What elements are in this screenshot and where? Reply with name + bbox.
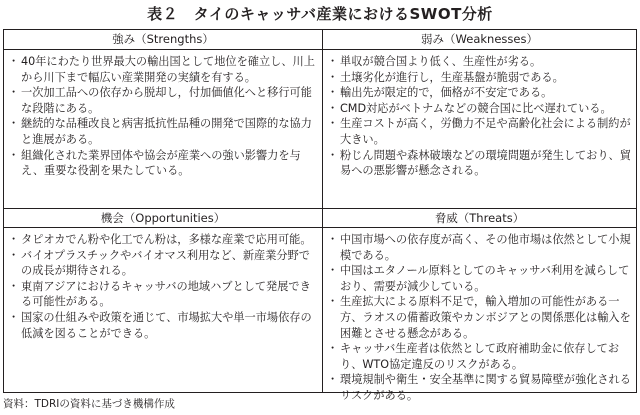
threats-cell: [323, 228, 636, 402]
weaknesses-item: ・ 生産コストが高く，労働力不足や高齢化社会による制約が大きい。: [328, 116, 631, 147]
threats-item: ・ 環境規制や衛生・安全基準に関する貿易障壁が強化されるリスクがある。: [328, 372, 631, 403]
threats-item: ・ 生産拡大による原料不足で，輸入増加の可能性がある一方、ラオスの備蓄政策やカンボジアとの関係悪化は輸入を困難とさせる懸念がある。: [328, 294, 631, 341]
strengths-header: 強み（Strengths）: [112, 32, 214, 46]
opportunities-list: [9, 232, 317, 341]
weaknesses-item: ・ 単収が競合国より低く、生産性が劣る。: [328, 54, 631, 70]
swot-table: [3, 29, 637, 402]
opportunities-item: ・ 東南アジアにおけるキャッサバの地域ハブとして発展できる可能性がある。: [9, 279, 317, 310]
opportunities-cell: [4, 228, 322, 392]
opportunities-header: 機会（Opportunities）: [100, 211, 226, 225]
weaknesses-item: ・ CMD対応がベトナムなどの競合国に比べ遅れている。: [328, 101, 631, 117]
threats-list: [328, 232, 631, 404]
opportunities-item: ・ 国家の仕組みや政策を通じて、市場拡大や単一市場依存の低減を図ることができる。: [9, 310, 317, 341]
strengths-list: [9, 54, 317, 179]
source-note: 資料：TDRIの資料に基づき機構作成: [3, 398, 175, 410]
strengths-item: ・ 一次加工品への依存から脱却し，付加価値化へと移行可能な段階にある。: [9, 85, 317, 116]
weaknesses-header: 弱み（Weaknesses）: [421, 32, 538, 46]
weaknesses-list: [328, 54, 631, 179]
strengths-item: ・ 40年にわたり世界最大の輸出国として地位を確立し、川上から川下まで幅広い産業開発の実績を有する。: [9, 54, 317, 85]
threats-item: ・ 中国はエタノール原料としてのキャッサバ利用を減らしており、需要が減少している。: [328, 263, 631, 294]
threats-item: ・ 中国市場への依存度が高く、その他市場は依然として小規模である。: [328, 232, 631, 263]
threats-header: 脅威（Threats）: [434, 211, 525, 225]
weaknesses-item: ・ 粉じん問題や森林破壊などの環境問題が発生しており、貿易への悪影響が懸念される。: [328, 148, 631, 179]
strengths-item: ・ 組織化された業界団体や協会が産業への強い影響力を与え、重要な役割を果たしている。: [9, 148, 317, 179]
opportunities-item: ・ タピオカでん粉や化工でん粉は，多様な産業で応用可能。: [9, 232, 317, 248]
table-title: 表２ タイのキャッサバ産業におけるSWOT分析: [147, 5, 493, 23]
strengths-cell: [4, 50, 322, 208]
threats-item: ・ キャッサバ生産者は依然として政府補助金に依存しており、WTO協定違反のリスクがある。: [328, 341, 631, 372]
strengths-item: ・ 継続的な品種改良と病害抵抗性品種の開発で国際的な協力と進展がある。: [9, 116, 317, 147]
weaknesses-item: ・ 土壌劣化が進行し，生産基盤が脆弱である。: [328, 70, 631, 86]
weaknesses-item: ・ 輸出先が限定的で，価格が不安定である。: [328, 85, 631, 101]
opportunities-item: ・ バイオプラスチックやバイオマス利用など、新産業分野での成長が期待される。: [9, 248, 317, 279]
weaknesses-cell: [323, 50, 636, 208]
